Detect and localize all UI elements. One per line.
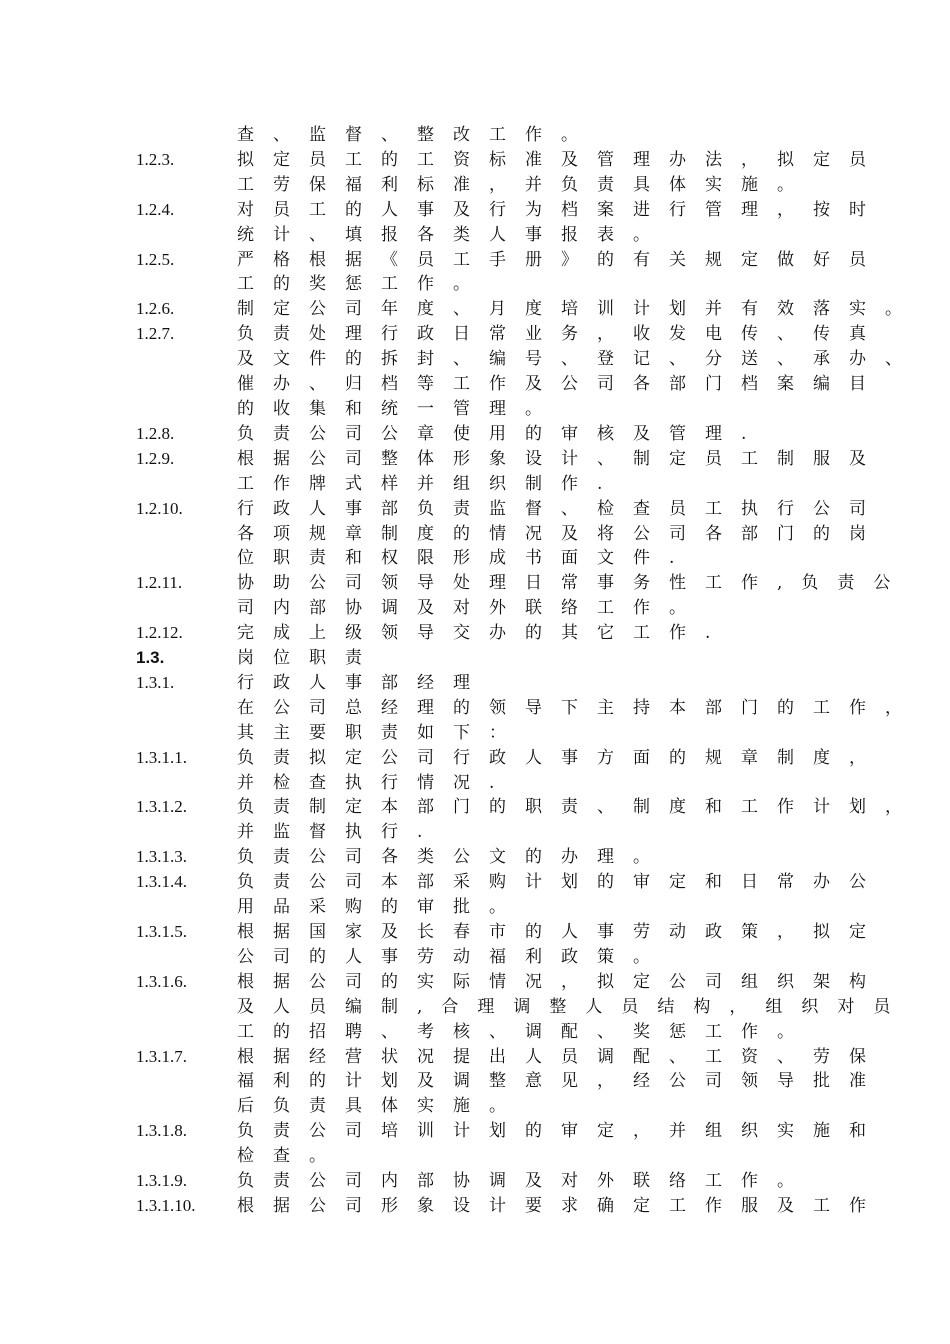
text-line: 其主要职责如下： (237, 722, 525, 743)
list-item (0, 970, 950, 1045)
item-number: 1.2.5. (136, 249, 175, 269)
item-number: 1.2.4. (136, 199, 175, 219)
list-item (0, 571, 950, 621)
text-line: 在公司总经理的领导下主持本部门的工作， (237, 697, 921, 718)
text-line: 工的奖惩工作。 (237, 274, 489, 295)
list-item (0, 497, 950, 572)
list-item (0, 1169, 950, 1194)
text-line: 统计、填报各类人事报表。 (237, 224, 669, 245)
text-line: 查、监督、整改工作。 (237, 125, 597, 145)
text-line: 福利的计划及调整意见，经公司领导批准 (237, 1071, 885, 1092)
item-number: 1.3.1.1. (136, 747, 187, 767)
text-line: 工劳保福利标准，并负责具体实施。 (237, 174, 813, 195)
text-line: 行政人事部经理 (237, 672, 489, 693)
item-number: 1.3.1.5. (136, 922, 187, 941)
text-line: 负责公司公章使用的审核及管理. (237, 423, 766, 444)
text-line: 根据经营状况提出人员调配、工资、劳保 (237, 1046, 885, 1067)
text-line: 并检查执行情况. (237, 772, 514, 793)
text-line: 根据公司整体形象设计、制定员工制服及 (237, 448, 885, 469)
item-text (237, 248, 885, 298)
item-text (237, 123, 877, 148)
item-text (237, 571, 910, 621)
text-line: 根据国家及长春市的人事劳动政策，拟定 (237, 922, 885, 942)
item-number: 1.3.1.2. (136, 797, 187, 817)
list-item (0, 1119, 950, 1169)
item-text (237, 1119, 885, 1169)
item-number: 1.3.1. (136, 672, 175, 692)
item-text (237, 1045, 885, 1120)
text-line: 检查。 (237, 1146, 345, 1167)
text-line: 负责公司本部采购计划的审定和日常办公 (237, 872, 885, 893)
item-text (237, 322, 921, 422)
item-number: 1.2.9. (136, 448, 175, 468)
text-line: 的收集和统一管理。 (237, 398, 561, 419)
text-line: 各项规章制度的情况及将公司各部门的岗 (237, 523, 885, 544)
list-item (0, 198, 950, 248)
list-item (0, 1045, 950, 1120)
item-text (237, 845, 877, 870)
text-line: 负责拟定公司行政人事方面的规章制度， (237, 747, 885, 768)
item-text (237, 198, 885, 248)
text-line: 用品采购的审批。 (237, 897, 525, 918)
item-number: 1.3.1.3. (136, 847, 187, 867)
item-number: 1.2.6. (136, 299, 175, 319)
list-item (0, 845, 950, 870)
text-line: 根据公司的实际情况，拟定公司组织架构 (237, 971, 885, 992)
list-item (0, 1194, 950, 1219)
list-item (0, 297, 950, 322)
text-line: 完成上级领导交办的其它工作. (237, 623, 730, 644)
text-line: 负责公司各类公文的办理。 (237, 847, 669, 868)
list-item (0, 447, 950, 497)
item-text (237, 671, 921, 746)
text-line: 司内部协调及对外联络工作。 (237, 598, 705, 619)
list-item (0, 123, 950, 148)
list-item (0, 795, 950, 845)
item-number: 1.3.1.9. (136, 1171, 187, 1191)
item-number: 1.2.3. (136, 149, 175, 169)
text-line: 并监督执行. (237, 822, 442, 843)
item-number: 1.3. (136, 648, 165, 668)
item-text (237, 422, 877, 447)
text-line: 工的招聘、考核、调配、奖惩工作。 (237, 1021, 813, 1042)
item-text (237, 297, 921, 322)
list-item (0, 671, 950, 746)
list-item (0, 148, 950, 198)
text-line: 制定公司年度、月度培训计划并有效落实。 (237, 299, 921, 320)
item-number: 1.3.1.10. (136, 1195, 196, 1215)
text-line: 公司的人事劳动福利政策。 (237, 946, 669, 967)
text-line: 位职责和权限形成书面文件. (237, 548, 694, 569)
text-line: 行政人事部负责监督、检查员工执行公司 (237, 498, 885, 519)
text-line: 及人员编制,合理调整人员结构，组织对员 (237, 996, 910, 1017)
list-item (0, 422, 950, 447)
list-item (0, 248, 950, 298)
item-number: 1.3.1.7. (136, 1046, 187, 1066)
item-number: 1.2.12. (136, 623, 183, 643)
list-item (0, 322, 950, 422)
item-number: 1.2.7. (136, 324, 175, 344)
list-item (0, 920, 950, 970)
text-line: 催办、归档等工作及公司各部门档案编目 (237, 374, 885, 395)
item-text (237, 870, 885, 920)
item-text (237, 621, 877, 646)
text-line: 及文件的拆封、编号、登记、分送、承办、 (237, 349, 921, 370)
text-line: 严格根据《员工手册》的有关规定做好员 (237, 249, 885, 270)
item-text (237, 795, 921, 845)
text-line: 工作牌式样并组织制作. (237, 473, 622, 494)
item-text (237, 447, 885, 497)
item-text (237, 920, 885, 970)
item-number: 1.3.1.4. (136, 872, 187, 892)
text-line: 负责制定本部门的职责、制度和工作计划， (237, 797, 921, 818)
list-item (0, 646, 950, 671)
text-line: 后负责具体实施。 (237, 1096, 525, 1117)
item-text (237, 148, 885, 198)
item-number: 1.2.10. (136, 498, 183, 518)
item-text (237, 746, 885, 796)
text-line: 负责公司培训计划的审定，并组织实施和 (237, 1121, 885, 1142)
item-number: 1.3.1.6. (136, 971, 187, 991)
item-number: 1.2.11. (136, 573, 183, 593)
item-number: 1.3.1.8. (136, 1121, 187, 1141)
list-item (0, 746, 950, 796)
document-page (0, 123, 950, 1219)
text-line: 协助公司领导处理日常事务性工作,负责公 (237, 573, 910, 594)
text-line: 拟定员工的工资标准及管理办法，拟定员 (237, 149, 885, 170)
text-line: 岗位职责 (237, 648, 381, 669)
text-line: 负责处理行政日常业务，收发电传、传真 (237, 324, 885, 345)
text-line: 根据公司形象设计要求确定工作服及工作 (237, 1195, 885, 1216)
item-number: 1.2.8. (136, 423, 175, 443)
list-item (0, 621, 950, 646)
list-item (0, 870, 950, 920)
item-text (237, 497, 885, 572)
item-text (237, 970, 910, 1045)
item-text (237, 646, 877, 671)
text-line: 对员工的人事及行为档案进行管理，按时 (237, 199, 885, 220)
item-text (237, 1169, 877, 1194)
text-line: 负责公司内部协调及对外联络工作。 (237, 1171, 813, 1192)
item-text (237, 1194, 885, 1219)
